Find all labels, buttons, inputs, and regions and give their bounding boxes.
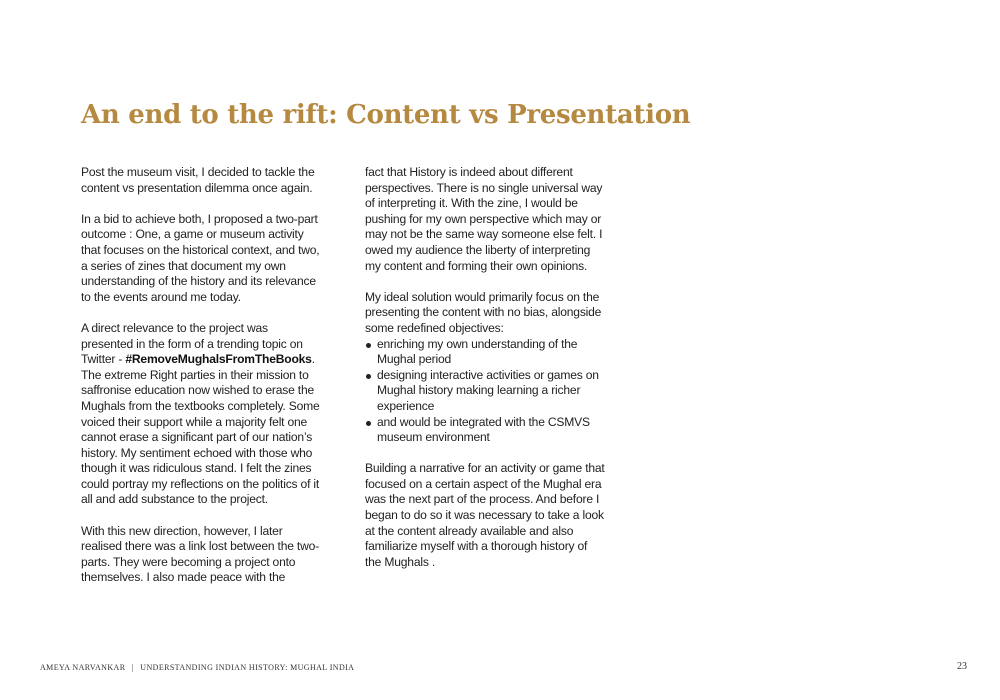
paragraph: Post the museum visit, I decided to tackle the content vs presentation dilemma once again.	[81, 165, 315, 195]
twitter-hashtag: #RemoveMughalsFromTheBooks	[125, 352, 312, 367]
objectives-list	[365, 337, 605, 446]
page-number: 23	[957, 661, 967, 672]
right-column	[365, 165, 605, 586]
footer-book-title: UNDERSTANDING INDIAN HISTORY: MUGHAL INDIA	[140, 663, 355, 672]
paragraph: My ideal solution would primarily focus on the presenting the content with no bias, alongside some redefined objectives:	[365, 289, 602, 335]
paragraph-text: A direct relevance to the project was presented in the form of a trending topic on Twitter -	[81, 320, 303, 367]
paragraph	[81, 321, 321, 508]
left-column	[81, 165, 321, 602]
footer-author: AMEYA NARVANKAR	[40, 663, 126, 672]
list-item: enriching my own understanding of the Mughal period	[365, 337, 605, 368]
paragraph-text: . The extreme Right parties in their mission to saffronise education now wished to erase the Mughals from the textbooks completely. Some voiced their support while a majority felt one cannot erase a significant part of our nation’s history. My sentiment echoed with those who though it was ridiculous stand. I felt the zines could portray my reflections on the politics of it all and add substance to the project.	[81, 352, 320, 507]
paragraph: With this new direction, however, I later realised there was a link lost between the two-parts. They were becoming a project onto themselves. I also made peace with the	[81, 523, 319, 585]
page-title: An end to the rift: Content vs Presentation	[81, 100, 691, 130]
paragraph: Building a narrative for an activity or game that focused on a certain aspect of the Mughal era was the next part of the process. And before I began to do so it was necessary to take a look at the content already available and also familiarize myself with a thorough history of the Mughals .	[365, 461, 605, 569]
running-footer	[40, 663, 354, 672]
paragraph: In a bid to achieve both, I proposed a two-part outcome : One, a game or museum activity that focuses on the historical context, and two, a series of zines that document my own understanding of the history and its relevance to the events around me today.	[81, 211, 320, 304]
paragraph: fact that History is indeed about different perspectives. There is no single universal way of interpreting it. With the zine, I would be pushing for my own perspective which may or may not be the same way someone else felt. I owed my audience the liberty of interpreting my content and forming their own opinions.	[365, 165, 603, 273]
list-item: and would be integrated with the CSMVS museum environment	[365, 415, 605, 446]
list-item: designing interactive activities or games on Mughal history making learning a richer experience	[365, 368, 605, 415]
footer-separator: |	[131, 663, 134, 672]
